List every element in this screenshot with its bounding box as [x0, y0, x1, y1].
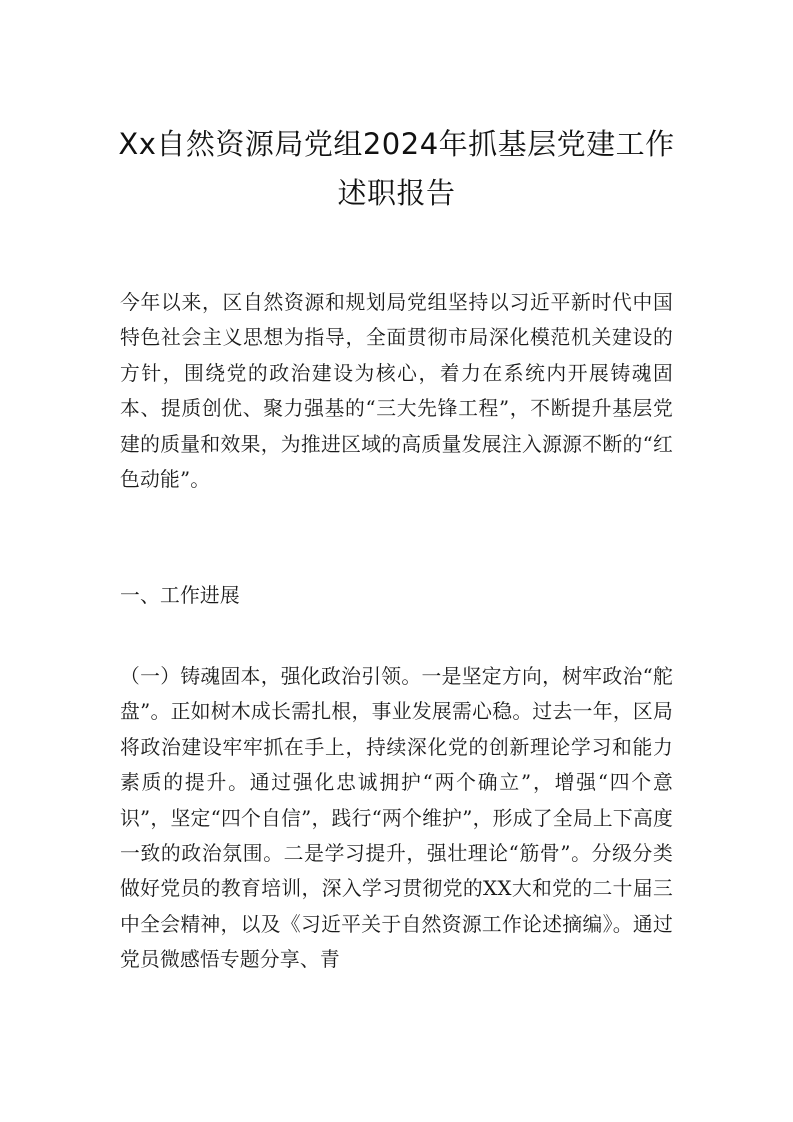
intro-paragraph: 今年以来，区自然资源和规划局党组坚持以习近平新时代中国特色社会主义思想为指导，全面贯彻市局深化模范机关建设的方针，围绕党的政治建设为核心，着力在系统内开展铸魂固本、提质创优、聚力强基的“三大先锋工程”，不断提升基层党建的质量和效果，为推进区域的高质量发展注入源源不断的“红色动能”。 — [120, 291, 673, 492]
intro-block — [120, 285, 673, 497]
section-heading-progress: 一、工作进展 — [120, 584, 240, 607]
subsection-paragraph-1: （一）铸魂固本，强化政治引领。一是坚定方向，树牢政治“舵盘”。正如树木成长需扎根，事业发展需心稳。过去一年，区局将政治建设牢牢抓在手上，持续深化党的创新理论学习和能力素质的提升。通过强化忠诚拥护“两个确立”，增强“四个意识”，坚定“四个自信”，践行“两个维护”，形成了全局上下高度一致的政治氛围。二是学习提升，强壮理论“筋骨”。分级分类做好党员的教育培训，深入学习贯彻党的XX大和党的二十届三中全会精神，以及《习近平关于自然资源工作论述摘编》。通过党员微感悟专题分享、青 — [120, 665, 673, 972]
document-title-line-1: Xx自然资源局党组2024年抓基层党建工作 — [118, 127, 675, 161]
subsection-block — [120, 659, 673, 978]
document-title-line-2: 述职报告 — [337, 176, 456, 210]
